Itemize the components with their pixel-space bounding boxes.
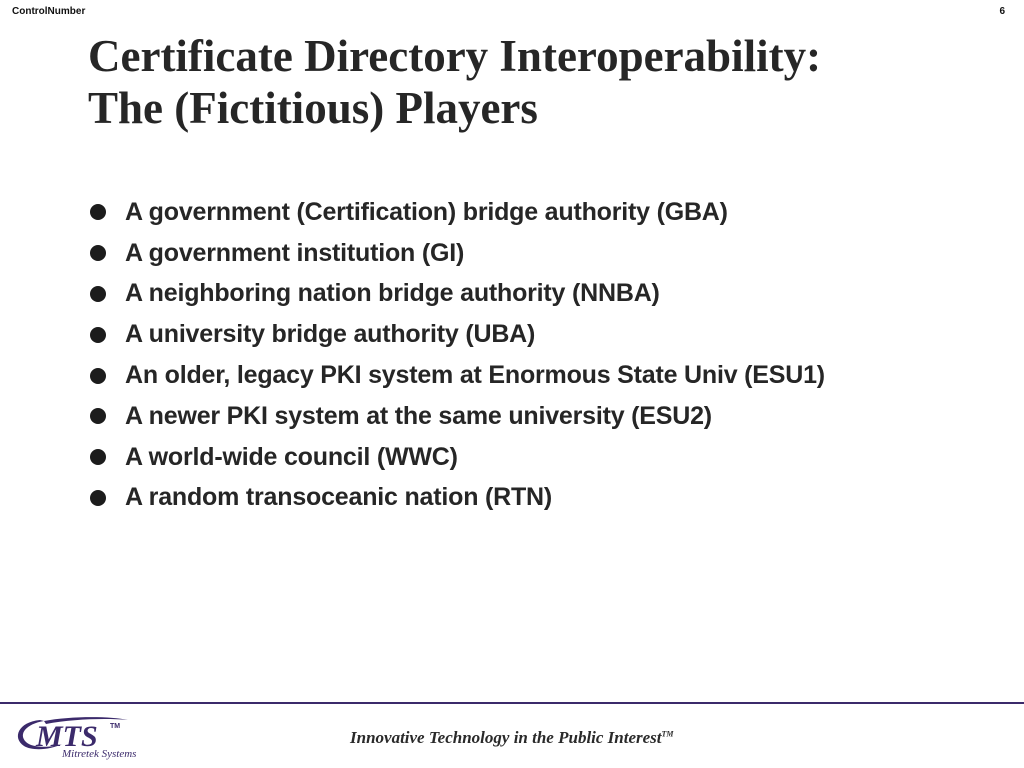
bullet-text: An older, legacy PKI system at Enormous State Univ (ESU1) [125,361,825,390]
logo-tm: TM [110,723,121,730]
bullet-item [88,274,825,315]
bullet-dot-icon [90,327,106,343]
bullet-text: A random transoceanic nation (RTN) [125,483,553,512]
logo-subtitle: Mitretek Systems [62,748,137,760]
mitretek-logo [10,708,170,764]
bullet-item [88,314,825,355]
control-number: ControlNumber [12,6,86,17]
bullet-item [88,355,825,396]
bullet-text: A government institution (GI) [125,238,465,267]
bullet-dot-icon [90,449,106,465]
footer-divider [0,702,1024,704]
tagline-text: Innovative Technology in the Public Interest [350,728,662,747]
page-number: 6 [999,6,1005,17]
bullet-dot-icon [90,368,106,384]
bullet-item [88,396,825,437]
footer-tagline [350,728,674,748]
bullet-item [88,437,825,478]
bullet-text: A neighboring nation bridge authority (NNBA) [125,279,660,308]
bullet-dot-icon [90,245,106,261]
bullet-dot-icon [90,490,106,506]
bullet-dot-icon [90,408,106,424]
bullet-item [88,478,825,519]
slide-title [88,30,988,134]
slide-title-line-2: The (Fictitious) Players [88,83,538,133]
bullet-dot-icon [90,204,106,220]
bullet-dot-icon [90,286,106,302]
bullet-text: A newer PKI system at the same university (ESU2) [125,401,712,430]
slide-title-line-1: Certificate Directory Interoperability: [88,31,822,81]
bullet-item [88,233,825,274]
bullet-item [88,192,825,233]
logo-text: MTS [36,720,98,753]
bullet-text: A government (Certification) bridge authority (GBA) [125,197,728,226]
bullet-text: A university bridge authority (UBA) [125,320,536,349]
bullet-text: A world-wide council (WWC) [125,442,458,471]
bullet-list [88,192,825,518]
tagline-tm: TM [661,729,674,739]
